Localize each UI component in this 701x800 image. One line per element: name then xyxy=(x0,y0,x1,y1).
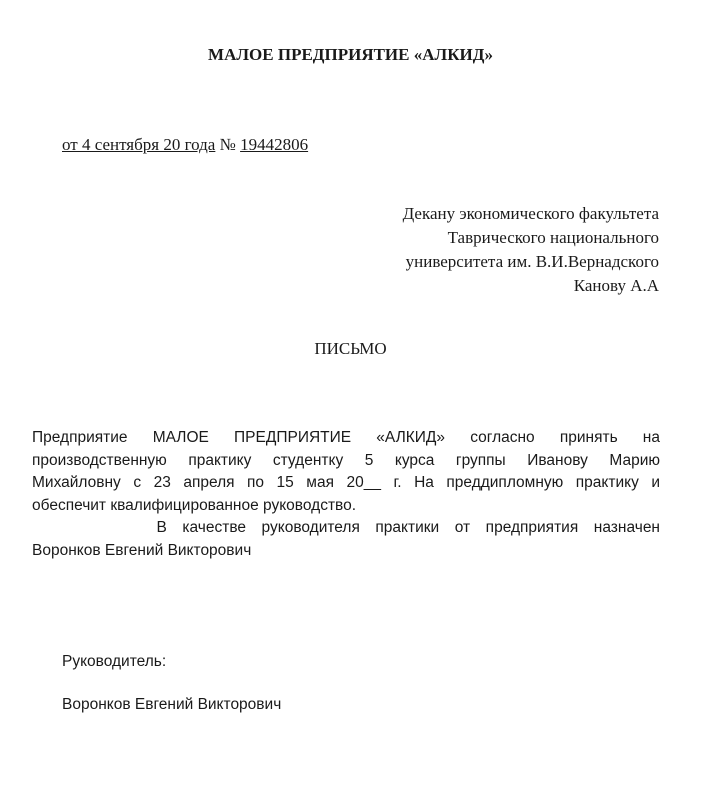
paragraph-line: производственную практику студентку 5 курса группы Иванову Марию xyxy=(32,451,660,469)
letter-paragraph-1 xyxy=(32,427,660,517)
letter-number: 19442806 xyxy=(240,135,309,154)
document-heading: ПИСЬМО xyxy=(314,339,387,358)
recipient-line: Декану экономического факультета xyxy=(402,204,659,223)
paragraph-line: В качестве руководителя практики от предприятия назначен xyxy=(32,519,660,536)
date-number-line xyxy=(62,134,308,156)
signature-title: Руководитель: xyxy=(62,653,167,670)
recipient-line: Канову А.А xyxy=(573,276,659,295)
paragraph-line: Воронков Евгений Викторович xyxy=(32,541,252,559)
number-sign: № xyxy=(215,135,241,154)
recipient-line: Таврического национального xyxy=(447,228,659,247)
paragraph-line: обеспечит квалифицированное руководство. xyxy=(32,496,357,514)
signature-name: Воронков Евгений Викторович xyxy=(62,696,282,713)
organization-title: МАЛОЕ ПРЕДПРИЯТИЕ «АЛКИД» xyxy=(208,45,493,64)
paragraph-line: Предприятие МАЛОЕ ПРЕДПРИЯТИЕ «АЛКИД» согласно принять на xyxy=(32,429,660,446)
letter-paragraph-2 xyxy=(32,517,660,562)
recipient-line: университета им. В.И.Вернадского xyxy=(405,252,659,271)
recipient-block xyxy=(403,202,659,298)
letter-date: от 4 сентября 20 года xyxy=(62,135,216,154)
paragraph-line: Михайловну с 23 апреля по 15 мая 20__ г. На преддипломную практику и xyxy=(32,474,660,491)
